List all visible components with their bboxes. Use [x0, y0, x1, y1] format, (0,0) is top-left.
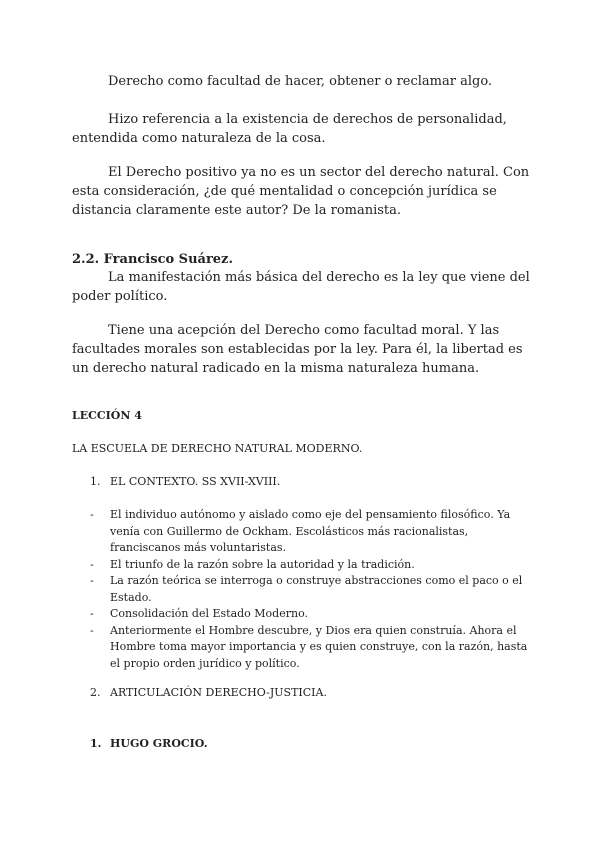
bullet-dash: -: [90, 607, 94, 620]
paragraph-personalidad: Hizo referencia a la existencia de derechos de personalidad, entendida como naturaleza de la cosa.: [72, 112, 507, 146]
paragraph-acepcion: Tiene una acepción del Derecho como facultad moral. Y las facultades morales son establecidas por la ley. Para él, la libertad es un derecho natural radicado en la misma naturaleza humana.: [72, 323, 523, 376]
lesson-subtitle: LA ESCUELA DE DERECHO NATURAL MODERNO.: [72, 442, 363, 455]
list-item: - Consolidación del Estado Moderno.: [90, 606, 530, 623]
item-number: 2.: [90, 686, 101, 699]
paragraph-manifestacion: La manifestación más básica del derecho es la ley que viene del poder político.: [72, 270, 530, 304]
bullet-list: [90, 507, 530, 672]
list-item: - El triunfo de la razón sobre la autoridad y la tradición.: [90, 557, 530, 574]
item-number: 1.: [90, 475, 101, 488]
bullet-dash: -: [90, 508, 94, 521]
item-hugo-grocio: HUGO GROCIO.: [110, 737, 208, 750]
paragraph-derecho-positivo: El Derecho positivo ya no es un sector del derecho natural. Con esta consideración, ¿de qué mentalidad o concepción jurídica se distancia claramente este autor? De la romanista.: [72, 165, 530, 218]
list-item: - Anteriormente el Hombre descubre, y Dios era quien construía. Ahora el Hombre toma mayor importancia y es quien construye, con la razón, hasta el propio orden jurídico y político.: [90, 623, 528, 670]
item-number: 1.: [90, 737, 102, 750]
paragraph-facultad: Derecho como facultad de hacer, obtener o reclamar algo.: [108, 74, 493, 89]
lesson-title: LECCIÓN 4: [72, 409, 142, 422]
list-item: - El individuo autónomo y aislado como eje del pensamiento filosófico. Ya venía con Guillermo de Ockham. Escolásticos más racionalistas, franciscanos más voluntaristas.: [90, 508, 511, 554]
item-contexto: EL CONTEXTO. SS XVII-XVIII.: [110, 475, 281, 488]
bullet-dash: -: [90, 557, 94, 571]
bullet-dash: -: [90, 574, 94, 587]
item-articulacion: ARTICULACIÓN DERECHO-JUSTICIA.: [110, 686, 327, 699]
bullet-dash: -: [90, 623, 94, 637]
list-item: - La razón teórica se interroga o construye abstracciones como el paco o el Estado.: [90, 574, 523, 604]
heading-francisco-suarez: 2.2. Francisco Suárez.: [72, 252, 233, 267]
